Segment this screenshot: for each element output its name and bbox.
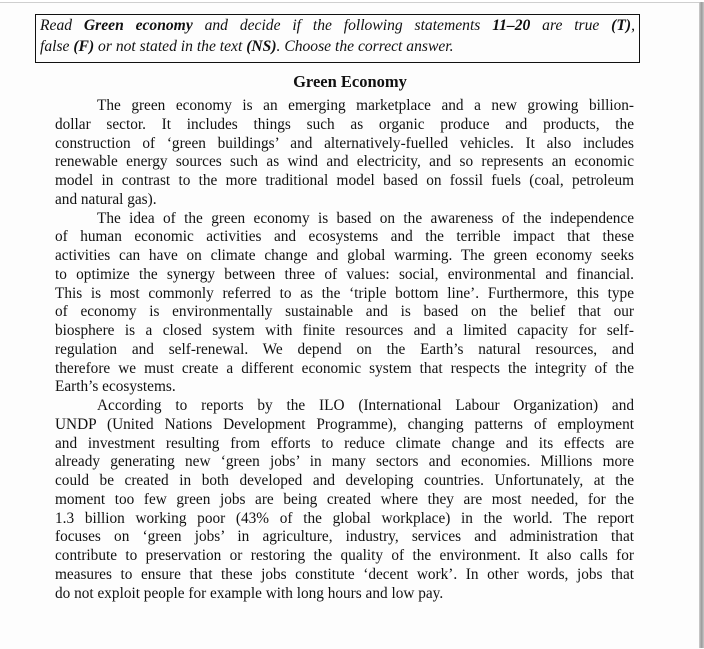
text-line: The idea of the green economy is based on the awareness of the independence bbox=[97, 209, 634, 227]
text-line: activities can have on climate change and global warming. The green economy seeks bbox=[55, 247, 634, 264]
instructions-line-1 bbox=[40, 15, 635, 36]
text-line: dollar sector. It includes things such as organic produce and products, the bbox=[55, 115, 634, 133]
text-line: This is most commonly referred to as the ‘triple bottom line’. Furthermore, this type bbox=[55, 284, 634, 302]
text-line: regulation and self-renewal. We depend on the Earth’s natural resources, and bbox=[55, 340, 634, 358]
paragraph-1 bbox=[55, 97, 634, 210]
document-title: Green Economy bbox=[293, 72, 407, 91]
text-line: already generating new ‘green jobs’ in many sectors and economies. Millions more bbox=[55, 453, 634, 471]
text-line: do not exploit people for example with long hours and low pay. bbox=[55, 584, 444, 602]
text-line: Earth’s ecosystems. bbox=[55, 378, 176, 396]
bold-text: 11–20 bbox=[492, 17, 531, 34]
text-line: measures to ensure that these jobs constitute ‘decent work’. In other words, jobs that bbox=[55, 565, 634, 583]
text: Read bbox=[40, 17, 84, 34]
text-line: According to reports by the ILO (International Labour Organization) and bbox=[97, 397, 634, 414]
text: false bbox=[40, 38, 74, 55]
text-line: therefore we must create a different economic system that respects the integrity of the bbox=[55, 359, 634, 377]
text-line: of economy is environmentally sustainable and is based on the belief that our bbox=[55, 303, 634, 321]
text: or not stated in the text bbox=[94, 38, 247, 55]
text-line: contribute to preservation or restoring the quality of the environment. It also calls for bbox=[55, 547, 634, 564]
bold-text: (NS) bbox=[246, 38, 277, 55]
document-body bbox=[55, 97, 634, 603]
text-line: The green economy is an emerging marketplace and a new growing billion- bbox=[97, 97, 634, 114]
text-line: and investment resulting from efforts to reduce climate change and its effects are bbox=[55, 434, 634, 452]
bold-text: Green economy bbox=[83, 17, 193, 34]
page-edge-scrollbar[interactable] bbox=[699, 2, 704, 648]
text: . Choose the correct answer. bbox=[276, 38, 454, 55]
text-line: construction of ‘green buildings’ and alternatively-fuelled vehicles. It also includes bbox=[55, 134, 634, 152]
text-line: model in contrast to the more traditional model based on fossil fuels (coal, petroleum bbox=[55, 172, 634, 189]
text-line: renewable energy sources such as wind and electricity, and so represents an economic bbox=[55, 153, 634, 171]
paragraph-3 bbox=[55, 397, 634, 603]
text: are true bbox=[530, 17, 612, 34]
text-line: focuses on ‘green jobs’ in agriculture, industry, services and administration that bbox=[55, 528, 634, 546]
text-line: 1.3 billion working poor (43% of the global workplace) in the world. The report bbox=[55, 509, 634, 527]
paragraph-2 bbox=[55, 210, 634, 398]
bold-text: (T) bbox=[611, 17, 632, 34]
text-line: of human economic activities and ecosystems and the terrible impact that these bbox=[55, 228, 634, 246]
text-line: UNDP (United Nations Development Programme), changing patterns of employment bbox=[55, 415, 634, 433]
instructions-line-2 bbox=[40, 36, 635, 57]
text: , bbox=[631, 17, 635, 34]
text-line: to optimize the synergy between three of values: social, environmental and financial. bbox=[55, 265, 634, 283]
text-line: biosphere is a closed system with finite resources and a limited capacity for self- bbox=[55, 322, 634, 339]
bold-text: (F) bbox=[73, 38, 95, 55]
text: and decide if the following statements bbox=[192, 17, 493, 34]
text-line: could be created in both developed and developing countries. Unfortunately, at the bbox=[55, 472, 634, 489]
text-line: and natural gas). bbox=[55, 190, 157, 208]
instructions-box bbox=[35, 14, 640, 63]
text-line: moment too few green jobs are being created where they are most needed, for the bbox=[55, 490, 634, 508]
